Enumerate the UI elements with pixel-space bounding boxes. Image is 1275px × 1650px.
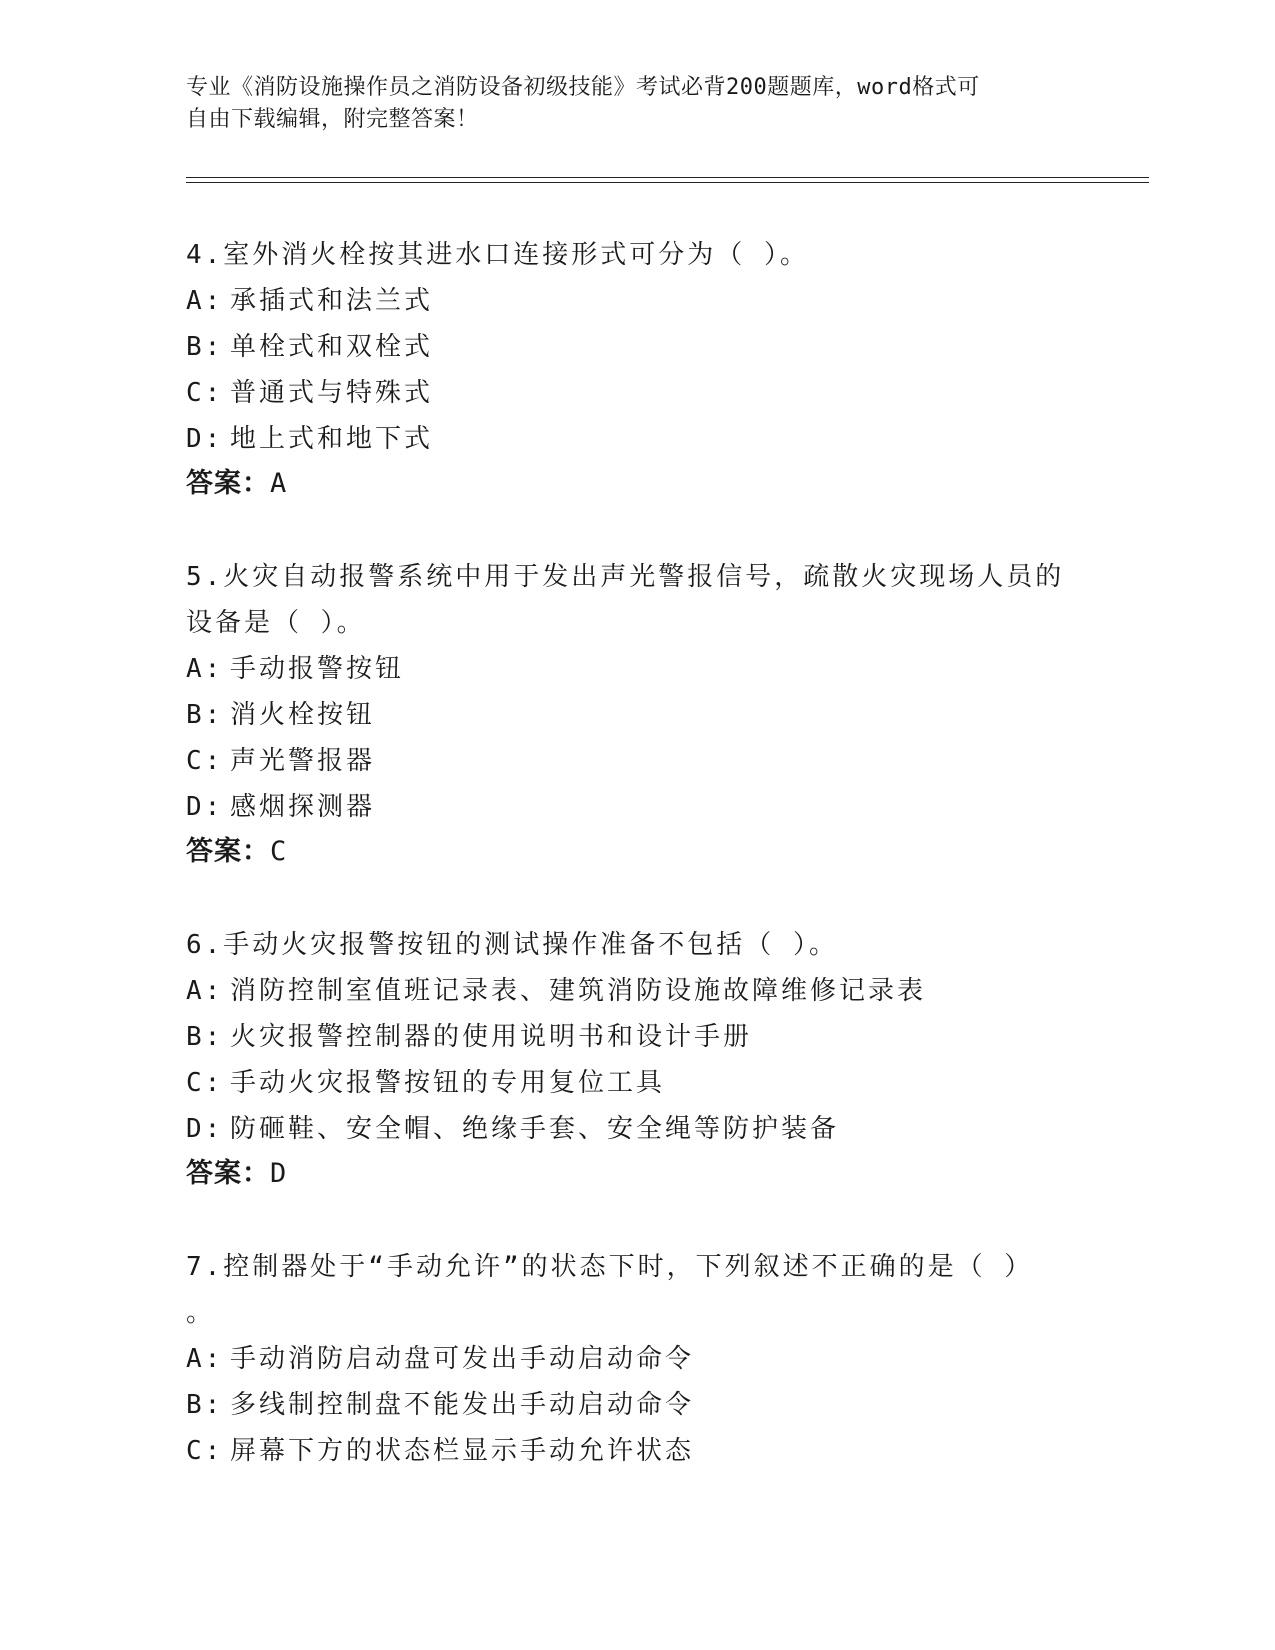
option-letter: C: (186, 1436, 224, 1466)
header-line-2: 自由下载编辑，附完整答案！ (186, 107, 479, 132)
answer-line (186, 1152, 1086, 1196)
header-rule-bottom (186, 182, 1149, 183)
option-text: 屏幕下方的状态栏显示手动允许状态 (230, 1436, 695, 1466)
option-text: 消防控制室值班记录表、建筑消防设施故障维修记录表 (230, 976, 927, 1006)
option-text: 声光警报器 (230, 746, 376, 776)
option-text: 地上式和地下式 (230, 424, 434, 454)
question-option (186, 416, 1086, 462)
question-stem: 7.控制器处于“手动允许”的状态下时，下列叙述不正确的是（ ） (186, 1252, 1034, 1282)
question-option (186, 646, 1086, 692)
question-option (186, 1014, 1086, 1060)
option-letter: A: (186, 1344, 224, 1374)
answer-value: C (270, 836, 288, 867)
answer-label: 答案： (186, 1158, 270, 1189)
question-stem: 设备是（ ）。 (186, 608, 366, 638)
option-letter: C: (186, 1068, 224, 1098)
question-option (186, 1382, 1086, 1428)
question-option (186, 370, 1086, 416)
option-letter: A: (186, 976, 224, 1006)
question-option (186, 324, 1086, 370)
option-text: 火灾报警控制器的使用说明书和设计手册 (230, 1022, 753, 1052)
question-stem: 。 (186, 1298, 216, 1328)
question-option (186, 784, 1086, 830)
option-letter: D: (186, 1114, 224, 1144)
question-stem: 4.室外消火栓按其进水口连接形式可分为（ ）。 (186, 240, 809, 270)
option-text: 多线制控制盘不能发出手动启动命令 (230, 1390, 695, 1420)
question-stem: 5.火灾自动报警系统中用于发出声光警报信号，疏散火灾现场人员的 (186, 562, 1065, 592)
option-text: 单栓式和双栓式 (230, 332, 434, 362)
question-option (186, 1336, 1086, 1382)
option-letter: C: (186, 746, 224, 776)
option-letter: C: (186, 378, 224, 408)
answer-value: A (270, 468, 288, 499)
answer-label: 答案： (186, 468, 270, 499)
question-stem: 6.手动火灾报警按钮的测试操作准备不包括（ ）。 (186, 930, 838, 960)
answer-label: 答案： (186, 836, 270, 867)
question-block (186, 922, 1086, 1196)
option-text: 消火栓按钮 (230, 700, 376, 730)
question-option (186, 968, 1086, 1014)
option-letter: B: (186, 1022, 224, 1052)
question-option (186, 692, 1086, 738)
question-option (186, 278, 1086, 324)
option-text: 防砸鞋、安全帽、绝缘手套、安全绳等防护装备 (230, 1114, 840, 1144)
question-block (186, 232, 1086, 506)
header-rule-top (186, 177, 1149, 178)
option-text: 普通式与特殊式 (230, 378, 434, 408)
option-text: 手动报警按钮 (230, 654, 405, 684)
option-letter: B: (186, 700, 224, 730)
question-option (186, 1428, 1086, 1474)
option-letter: A: (186, 654, 224, 684)
option-letter: A: (186, 286, 224, 316)
question-block (186, 554, 1086, 874)
question-block (186, 1244, 1086, 1474)
option-letter: D: (186, 792, 224, 822)
option-letter: B: (186, 1390, 224, 1420)
answer-line (186, 830, 1086, 874)
question-option (186, 738, 1086, 784)
question-option (186, 1060, 1086, 1106)
option-text: 感烟探测器 (230, 792, 376, 822)
option-text: 手动火灾报警按钮的专用复位工具 (230, 1068, 666, 1098)
document-header (186, 72, 1066, 136)
option-letter: B: (186, 332, 224, 362)
answer-line (186, 462, 1086, 506)
answer-value: D (270, 1158, 288, 1189)
option-letter: D: (186, 424, 224, 454)
option-text: 承插式和法兰式 (230, 286, 434, 316)
question-list (186, 232, 1086, 1522)
option-text: 手动消防启动盘可发出手动启动命令 (230, 1344, 695, 1374)
question-option (186, 1106, 1086, 1152)
header-line-1: 专业《消防设施操作员之消防设备初级技能》考试必背200题题库，word格式可 (186, 75, 980, 100)
